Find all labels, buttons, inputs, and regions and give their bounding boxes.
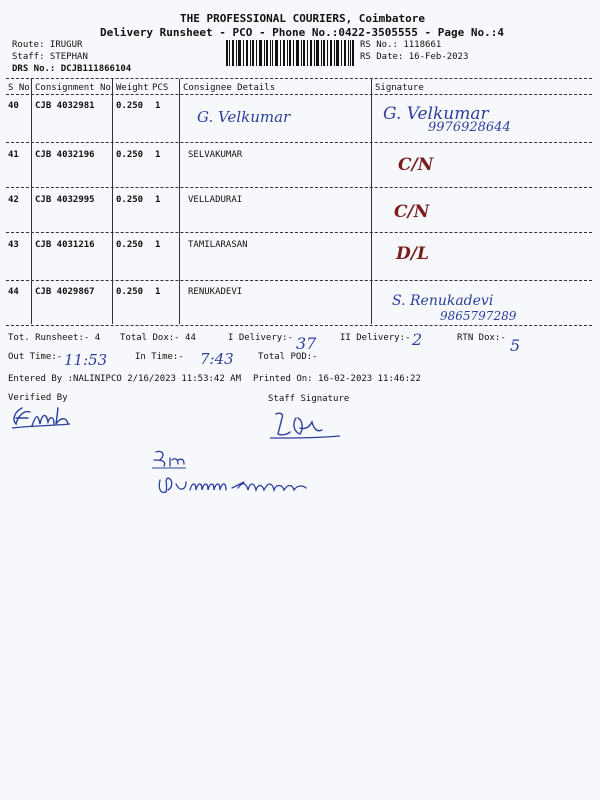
row-pcs: 1 — [155, 240, 161, 250]
row-pcs: 1 — [155, 287, 161, 297]
printed-on: Printed On: 16-02-2023 11:46:22 — [253, 374, 421, 384]
row-pcs: 1 — [155, 101, 161, 111]
i-delivery-value: 37 — [296, 334, 317, 353]
col-header-consignment: Consignment No — [35, 83, 111, 93]
entered-by: Entered By :NALINIPCO 2/16/2023 11:53:42 AM — [8, 374, 241, 384]
staff-signature-label: Staff Signature — [268, 394, 350, 404]
handwritten-consignee: G. Velkumar — [197, 108, 291, 126]
staff-label: Staff: STEPHAN — [12, 52, 88, 62]
in-time-value: 7:43 — [200, 350, 234, 368]
row-consignee: VELLADURAI — [188, 195, 243, 205]
staff-signature — [266, 408, 346, 444]
col-divider — [371, 79, 372, 324]
verifier-signature — [8, 402, 78, 436]
row-consignee: TAMILARASAN — [188, 240, 248, 250]
row-consignee: SELVAKUMAR — [188, 150, 243, 160]
total-pod-label: Total POD:- — [258, 352, 318, 362]
verified-by-label: Verified By — [8, 393, 68, 403]
row-rule — [6, 280, 592, 281]
row-rule — [6, 187, 592, 188]
col-header-pcs: PCS — [152, 83, 169, 93]
row-sno: 44 — [8, 287, 19, 297]
row-consignment: CJB 4032981 — [35, 101, 95, 111]
out-time-value: 11:53 — [64, 351, 108, 369]
barcode — [226, 40, 354, 66]
total-dox: Total Dox:- 44 — [120, 333, 196, 343]
company-title: THE PROFESSIONAL COURIERS, Coimbatore — [180, 12, 426, 25]
row-consignment: CJB 4032196 — [35, 150, 95, 160]
handwritten-signature: D/L — [396, 244, 429, 264]
col-divider — [112, 79, 113, 324]
table-bottom-rule — [6, 325, 592, 326]
ii-delivery-label: II Delivery:- — [340, 333, 411, 343]
drs-number: DRS No.: DCJB111866104 — [12, 64, 132, 74]
row-sno: 43 — [8, 240, 19, 250]
row-consignment: CJB 4032995 — [35, 195, 95, 205]
handwritten-signature: S. Renukadevi — [392, 293, 494, 309]
rtn-dox-value: 5 — [510, 336, 521, 355]
handwritten-signature: G. Velkumar — [383, 104, 489, 124]
row-consignment: CJB 4031216 — [35, 240, 95, 250]
rs-date: RS Date: 16-Feb-2023 — [360, 52, 469, 62]
rs-number: RS No.: 1118661 — [360, 40, 442, 50]
table-header-rule — [6, 94, 592, 95]
handwritten-signature: C/N — [394, 202, 430, 222]
col-divider — [179, 79, 180, 324]
row-weight: 0.250 — [116, 150, 144, 160]
handwritten-signature-bottom — [154, 474, 314, 500]
out-time-label: Out Time:- — [8, 352, 63, 362]
col-header-sno: S No — [8, 83, 30, 93]
col-header-consignee: Consignee Details — [183, 83, 276, 93]
total-runsheet: Tot. Runsheet:- 4 — [8, 333, 101, 343]
col-divider — [31, 79, 32, 324]
ii-delivery-value: 2 — [412, 330, 423, 349]
i-delivery-label: I Delivery:- — [228, 333, 294, 343]
row-consignment: CJB 4029867 — [35, 287, 95, 297]
rtn-dox-label: RTN Dox:- — [457, 333, 506, 343]
handwritten-phone: 9976928644 — [428, 120, 511, 135]
handwritten-initials — [150, 448, 190, 472]
route-label: Route: IRUGUR — [12, 40, 83, 50]
col-header-signature: Signature — [375, 83, 424, 93]
in-time-label: In Time:- — [135, 352, 184, 362]
row-weight: 0.250 — [116, 101, 144, 111]
runsheet-title: Delivery Runsheet - PCO - Phone No.:0422-3505555 - Page No.:4 — [100, 26, 504, 39]
col-header-weight: Weight — [116, 83, 149, 93]
handwritten-phone: 9865797289 — [440, 309, 517, 323]
row-sno: 40 — [8, 101, 19, 111]
table-top-rule — [6, 78, 592, 79]
row-weight: 0.250 — [116, 287, 144, 297]
handwritten-signature: C/N — [398, 155, 434, 175]
row-sno: 41 — [8, 150, 19, 160]
row-consignee: RENUKADEVI — [188, 287, 243, 297]
row-rule — [6, 142, 592, 143]
row-pcs: 1 — [155, 195, 161, 205]
row-weight: 0.250 — [116, 240, 144, 250]
row-sno: 42 — [8, 195, 19, 205]
row-rule — [6, 232, 592, 233]
row-weight: 0.250 — [116, 195, 144, 205]
row-pcs: 1 — [155, 150, 161, 160]
